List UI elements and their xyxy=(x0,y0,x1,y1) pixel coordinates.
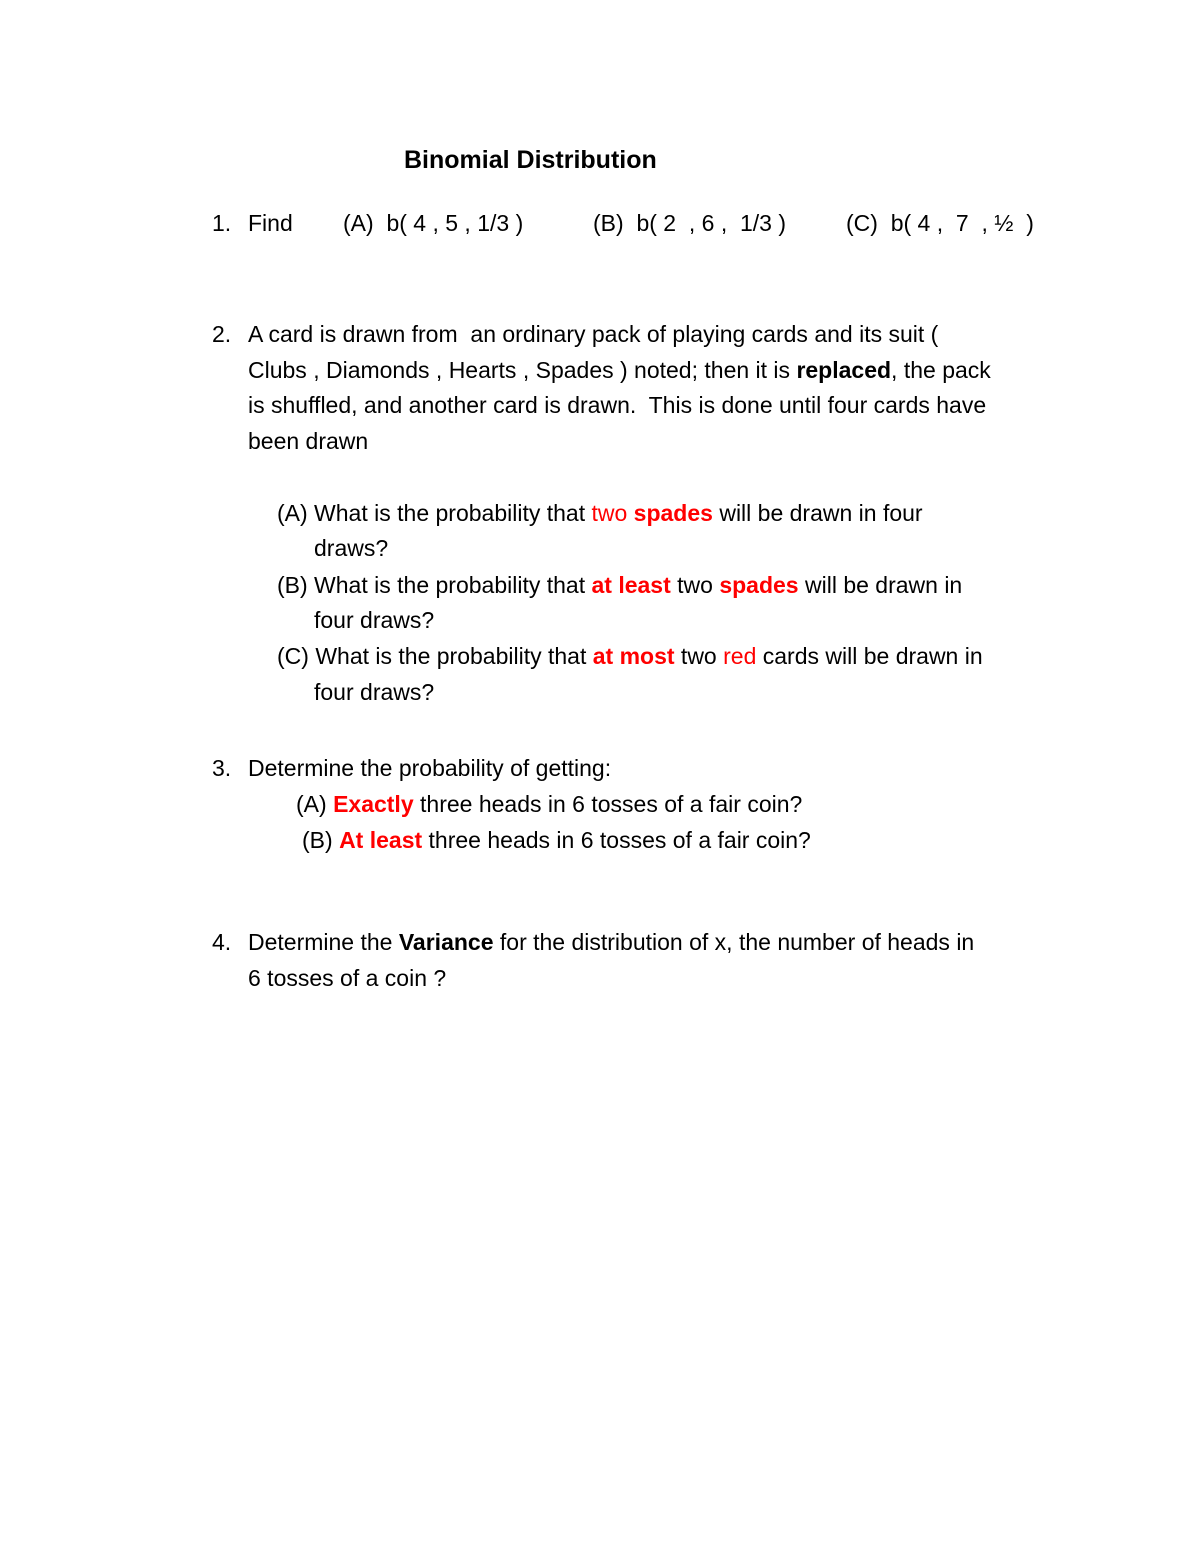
question-2-line-2 xyxy=(248,356,991,384)
question-2-line-1: A card is drawn from an ordinary pack of playing cards and its suit ( xyxy=(248,321,939,347)
part-b-highlight-at-least: at least xyxy=(591,572,671,598)
question-1-label: Find xyxy=(248,210,293,236)
q3-part-b-label: (B) xyxy=(302,827,340,853)
part-b-text-end: will be drawn in xyxy=(798,572,963,598)
q3-part-a-highlight-exactly: Exactly xyxy=(333,791,414,817)
question-2-part-c xyxy=(277,642,983,670)
question-1-part-b: (B) b( 2 , 6 , 1/3 ) xyxy=(593,210,787,236)
q4-text: Determine the xyxy=(248,929,399,955)
part-c-mid: two xyxy=(674,643,724,669)
question-2-part-b xyxy=(277,571,962,599)
question-4-number: 4. xyxy=(212,929,232,955)
question-1-part-a: (A) b( 4 , 5 , 1/3 ) xyxy=(343,210,524,236)
question-2-line-3: is shuffled, and another card is drawn. This is done until four cards have xyxy=(248,392,987,418)
question-3-number: 3. xyxy=(212,755,232,781)
part-a-highlight-spades: spades xyxy=(633,500,713,526)
part-c-text: What is the probability that xyxy=(308,643,593,669)
question-2-part-b-cont: four draws? xyxy=(314,607,435,633)
part-a-label: (A) xyxy=(277,500,308,526)
question-4-line-2: 6 tosses of a coin ? xyxy=(248,965,447,991)
part-c-label: (C) xyxy=(277,643,309,669)
question-2-part-a xyxy=(277,499,923,527)
part-c-text-end: cards will be drawn in xyxy=(756,643,983,669)
part-b-text: What is the probability that xyxy=(307,572,592,598)
q3-part-b-text: three heads in 6 tosses of a fair coin? xyxy=(422,827,811,853)
part-b-mid: two xyxy=(670,572,720,598)
part-a-text-end: will be drawn in four xyxy=(712,500,923,526)
question-3-part-b xyxy=(302,826,811,854)
q4-text-end: for the distribution of x, the number of heads in xyxy=(493,929,975,955)
question-2-part-a-cont: draws? xyxy=(314,535,389,561)
part-b-highlight-spades: spades xyxy=(719,572,799,598)
variance-keyword: Variance xyxy=(398,929,494,955)
part-a-highlight-two: two xyxy=(591,500,628,526)
part-c-highlight-red: red xyxy=(723,643,757,669)
question-1-part-c: (C) b( 4 , 7 , ½ ) xyxy=(846,210,1034,236)
question-2-number: 2. xyxy=(212,321,232,347)
question-3-text: Determine the probability of getting: xyxy=(248,755,612,781)
part-a-text: What is the probability that xyxy=(307,500,592,526)
question-2-part-c-cont: four draws? xyxy=(314,679,435,705)
q3-part-b-highlight-at-least: At least xyxy=(339,827,423,853)
page-title: Binomial Distribution xyxy=(404,146,657,174)
part-c-highlight-at-most: at most xyxy=(592,643,675,669)
question-2-line-2-end: , the pack xyxy=(891,357,991,383)
q3-part-a-label: (A) xyxy=(296,791,334,817)
replaced-keyword: replaced xyxy=(796,357,892,383)
q3-part-a-text: three heads in 6 tosses of a fair coin? xyxy=(413,791,803,817)
question-3-part-a xyxy=(296,790,802,818)
question-2-line-2-text: Clubs , Diamonds , Hearts , Spades ) noted; then it is xyxy=(248,357,797,383)
part-b-label: (B) xyxy=(277,572,308,598)
question-1-number: 1. xyxy=(212,210,232,236)
question-4-line-1 xyxy=(248,928,974,956)
question-2-line-4: been drawn xyxy=(248,428,369,454)
